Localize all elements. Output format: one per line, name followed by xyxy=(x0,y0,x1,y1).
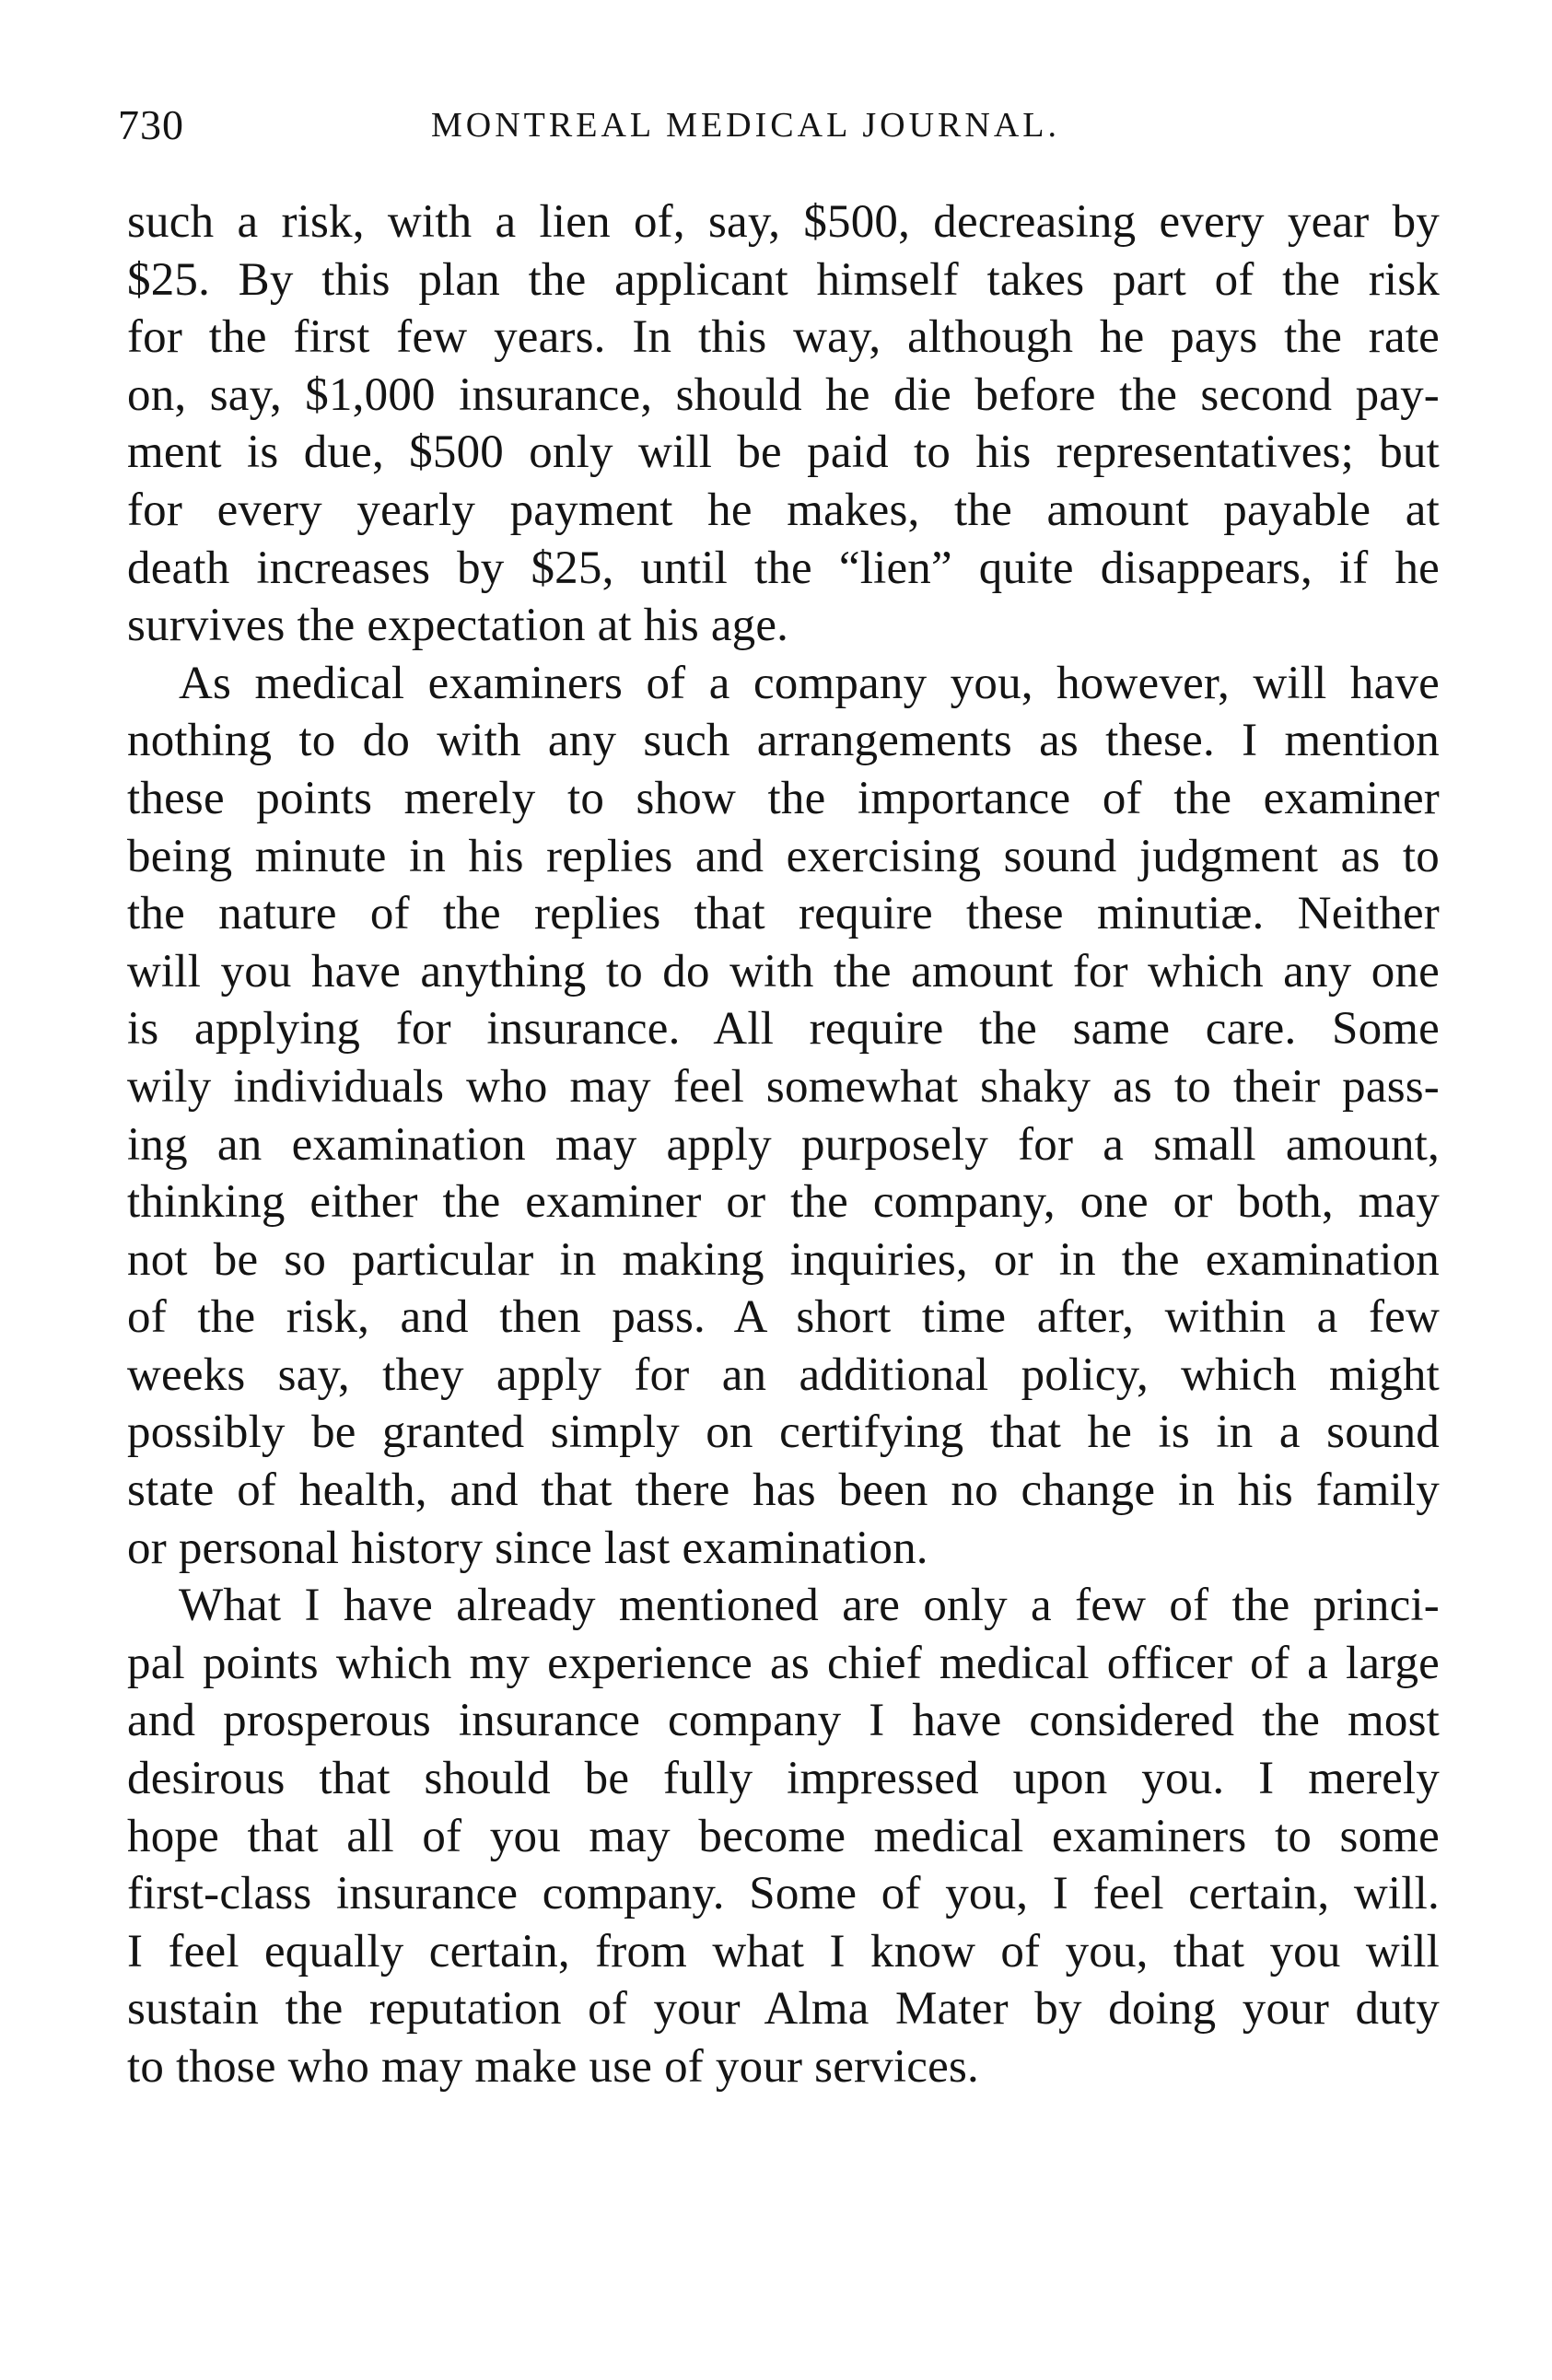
text-line: pal points which my experience as chief medical officer of a large xyxy=(127,1637,1440,1689)
text-line: I feel equally certain, from what I know of you, that you will xyxy=(127,1925,1440,1978)
text-line: thinking either the examiner or the company, one or both, may xyxy=(127,1176,1440,1229)
text-line: possibly be granted simply on certifying that he is in a sound xyxy=(127,1406,1440,1459)
text-line: What I have already mentioned are only a few of the princi- xyxy=(179,1580,1440,1632)
text-line: not be so particular in making inquiries, or in the examination xyxy=(127,1233,1440,1286)
text-line: for every yearly payment he makes, the amount payable at xyxy=(127,484,1440,536)
text-line: nothing to do with any such arrangements as these. I mention xyxy=(127,715,1440,767)
running-head xyxy=(118,96,1444,155)
text-line: for the first few years. In this way, although he pays the rate xyxy=(127,311,1440,364)
paragraph-medical-examiners xyxy=(127,655,1440,1578)
text-line: weeks say, they apply for an additional policy, which might xyxy=(127,1348,1440,1401)
journal-title: MONTREAL MEDICAL JOURNAL. xyxy=(431,106,1060,145)
body-text xyxy=(127,193,1440,2096)
text-line: these points merely to show the importance of the examiner xyxy=(127,772,1440,824)
text-line: first-class insurance company. Some of you, I feel certain, will. xyxy=(127,1868,1440,1920)
text-line: and prosperous insurance company I have considered the most xyxy=(127,1695,1440,1747)
text-line: wily individuals who may feel somewhat shaky as to their pass- xyxy=(127,1060,1440,1113)
text-line: death increases by $25, until the “lien” quite disappears, if he xyxy=(127,542,1440,594)
text-line: As medical examiners of a company you, however, will have xyxy=(179,657,1440,709)
text-line: will you have anything to do with the amount for which any one xyxy=(127,945,1440,998)
text-line: ment is due, $500 only will be paid to his representatives; but xyxy=(127,426,1440,479)
text-line: survives the expectation at his age. xyxy=(127,600,789,652)
text-line: such a risk, with a lien of, say, $500, decreasing every year by xyxy=(127,196,1440,248)
text-line: hope that all of you may become medical examiners to some xyxy=(127,1810,1440,1862)
text-line: ing an examination may apply purposely for a small amount, xyxy=(127,1118,1440,1171)
text-line: is applying for insurance. All require the same care. Some xyxy=(127,1003,1440,1056)
text-line: or personal history since last examination. xyxy=(127,1522,928,1574)
paragraph-closing xyxy=(127,1577,1440,2095)
text-line: $25. By this plan the applicant himself takes part of the risk xyxy=(127,253,1440,306)
text-line: to those who may make use of your services. xyxy=(127,2041,979,2093)
text-line: state of health, and that there has been no change in his family xyxy=(127,1464,1440,1517)
text-line: the nature of the replies that require these minutiæ. Neither xyxy=(127,888,1440,940)
text-line: being minute in his replies and exercising sound judgment as to xyxy=(127,830,1440,882)
paragraph-lien-plan xyxy=(127,193,1440,655)
text-line: on, say, $1,000 insurance, should he die before the second pay- xyxy=(127,368,1440,421)
text-line: of the risk, and then pass. A short time after, within a few xyxy=(127,1291,1440,1344)
text-line: sustain the reputation of your Alma Mater by doing your duty xyxy=(127,1983,1440,2036)
text-line: desirous that should be fully impressed upon you. I merely xyxy=(127,1753,1440,1805)
page-number: 730 xyxy=(118,101,184,148)
